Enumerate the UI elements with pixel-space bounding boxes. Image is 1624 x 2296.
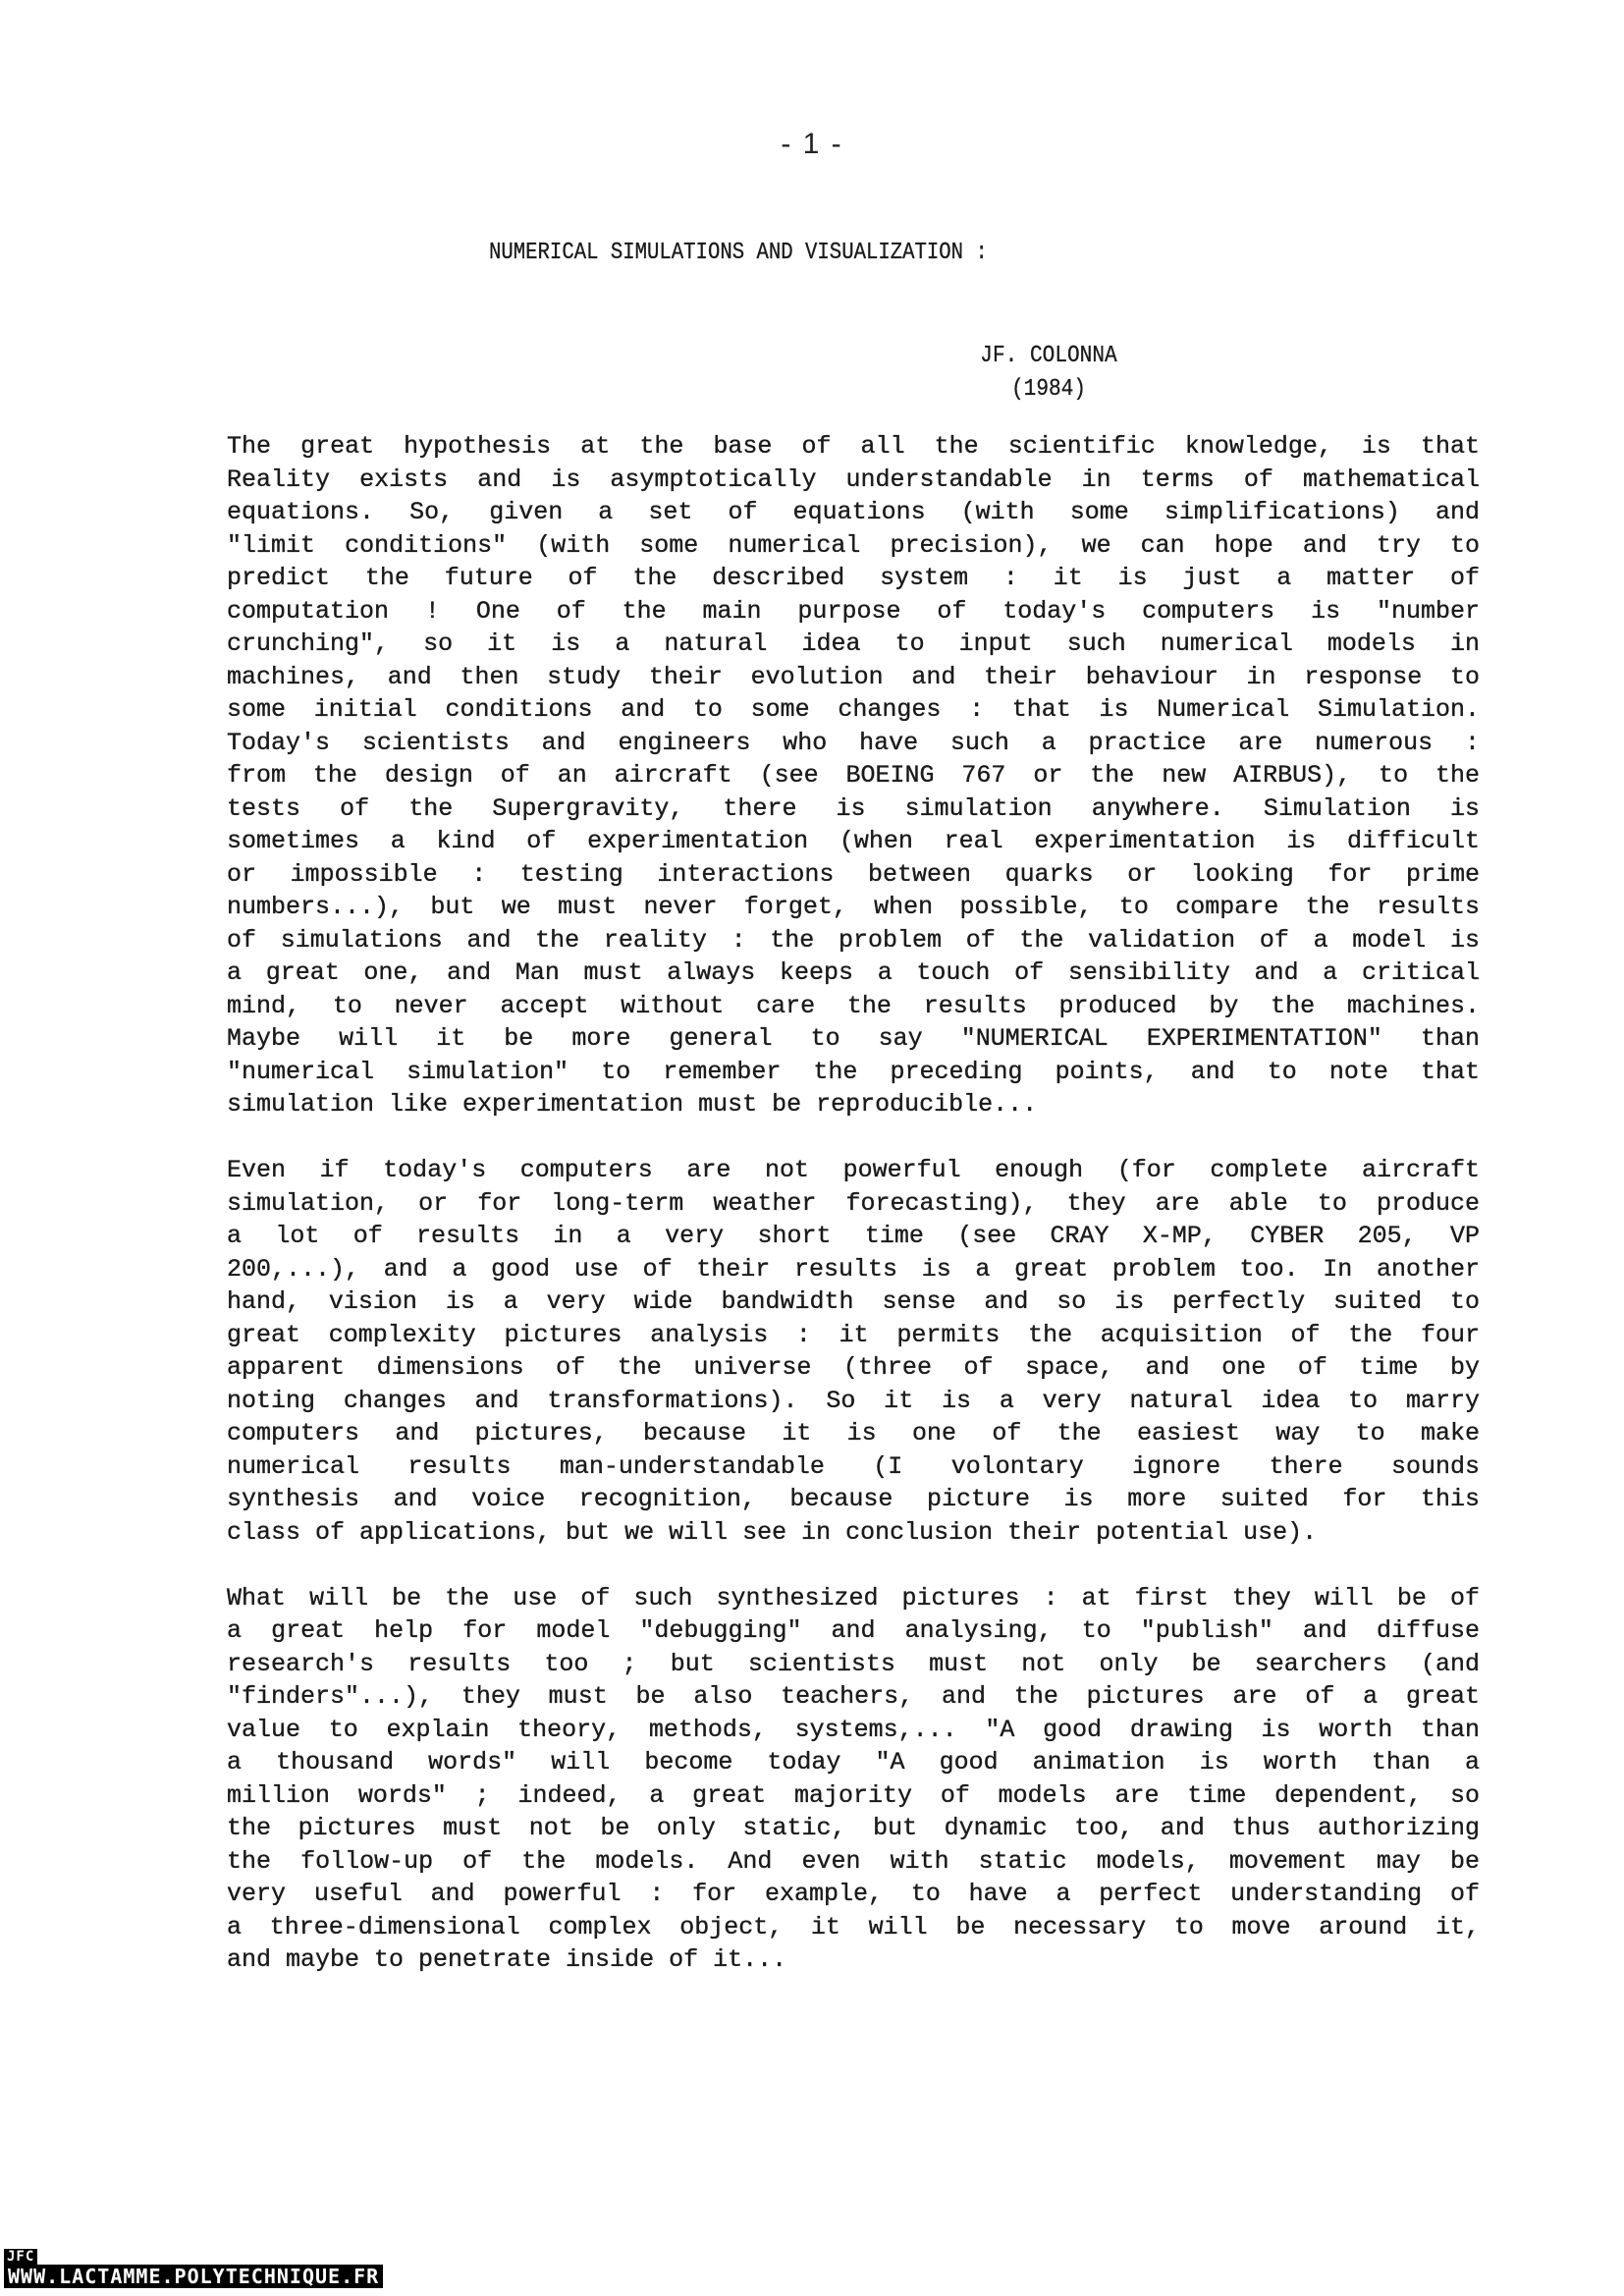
text-line: some initial conditions and to some changes : that is Numerical Simulation. [227,695,1480,724]
text-line: from the design of an aircraft (see BOEING 767 or the new AIRBUS), to the [227,761,1480,790]
text-line: numerical results man-understandable (I volontary ignore there sounds [227,1451,1480,1481]
text-line: million words" ; indeed, a great majority of models are time dependent, so [227,1780,1480,1810]
text-line: of simulations and the reality : the problem of the validation of a model is [227,925,1480,955]
text-line: the follow-up of the models. And even with static models, movement may be [227,1846,1480,1876]
text-line: Maybe will it be more general to say "NUMERICAL EXPERIMENTATION" than [227,1024,1480,1053]
text-line: simulation like experimentation must be reproducible... [227,1090,1038,1119]
text-line: computation ! One of the main purpose of today's computers is "number [227,596,1480,626]
text-line: a three-dimensional complex object, it will be necessary to move around it, [227,1912,1480,1941]
paragraph [227,1154,1480,1549]
text-line: value to explain theory, methods, systems,... "A good drawing is worth than [227,1715,1480,1744]
text-line: What will be the use of such synthesized pictures : at first they will be of [227,1583,1480,1613]
text-line: hand, vision is a very wide bandwidth sense and so is perfectly suited to [227,1287,1480,1316]
text-line: equations. So, given a set of equations (with some simplifications) and [227,498,1480,526]
text-line: a great help for model "debugging" and analysing, to "publish" and diffuse [227,1616,1480,1645]
text-line: crunching", so it is a natural idea to input such numerical models in [227,629,1480,658]
text-line: computers and pictures, because it is one of the easiest way to make [227,1419,1480,1448]
text-line: the pictures must not be only static, but dynamic too, and thus authorizing [227,1814,1480,1842]
text-line: class of applications, but we will see in conclusion their potential use). [227,1517,1318,1547]
text-line: sometimes a kind of experimentation (when real experimentation is difficult [227,827,1480,855]
text-line: simulation, or for long-term weather forecasting), they are able to produce [227,1188,1480,1218]
text-line: Today's scientists and engineers who have such a practice are numerous : [227,728,1480,757]
text-line: or impossible : testing interactions between quarks or looking for prime [227,859,1480,889]
author-block [962,340,1135,407]
text-line: predict the future of the described system : it is just a matter of [227,564,1480,592]
text-line: machines, and then study their evolution and their behaviour in response to [227,662,1480,691]
text-line: Even if today's computers are not powerful enough (for complete aircraft [227,1156,1480,1184]
page-number: - 1 - [781,128,843,160]
text-line: very useful and powerful : for example, to have a perfect understanding of [227,1880,1480,1908]
text-line: a lot of results in a very short time (see CRAY X-MP, CYBER 205, VP [227,1222,1480,1250]
paragraph [227,430,1480,1121]
text-line: "numerical simulation" to remember the preceding points, and to note that [227,1057,1480,1086]
document-title: NUMERICAL SIMULATIONS AND VISUALIZATION : [489,240,988,266]
document-body [227,430,1480,2009]
author-name: JF. COLONNA [980,343,1117,369]
text-line: a great one, and Man must always keeps a touch of sensibility and a critical [227,958,1480,987]
text-line: great complexity pictures analysis : it permits the acquisition of the four [227,1320,1480,1349]
text-line: apparent dimensions of the universe (three of space, and one of time by [227,1353,1480,1382]
text-line: "limit conditions" (with some numerical precision), we can hope and try to [227,530,1480,560]
publication-year: (1984) [1010,376,1087,403]
watermark-initials: JFC [4,2249,37,2265]
text-line: and maybe to penetrate inside of it... [227,1945,787,1974]
text-line: a thousand words" will become today "A good animation is worth than a [227,1748,1480,1777]
watermark-url: WWW.LACTAMME.POLYTECHNIQUE.FR [4,2265,383,2288]
text-line: "finders"...), they must be also teachers, and the pictures are of a great [227,1682,1480,1711]
text-line: noting changes and transformations). So it is a very natural idea to marry [227,1386,1480,1415]
text-line: mind, to never accept without care the results produced by the machines. [227,991,1480,1020]
text-line: Reality exists and is asymptotically understandable in terms of mathematical [227,465,1480,494]
paragraph [227,1582,1480,1977]
text-line: tests of the Supergravity, there is simulation anywhere. Simulation is [227,793,1480,823]
text-line: research's results too ; but scientists must not only be searchers (and [227,1649,1480,1678]
watermark [4,2246,383,2288]
text-line: numbers...), but we must never forget, when possible, to compare the results [227,893,1480,921]
text-line: 200,...), and a good use of their results is a great problem too. In another [227,1254,1480,1284]
text-line: The great hypothesis at the base of all the scientific knowledge, is that [227,432,1480,461]
text-line: synthesis and voice recognition, because picture is more suited for this [227,1485,1480,1513]
